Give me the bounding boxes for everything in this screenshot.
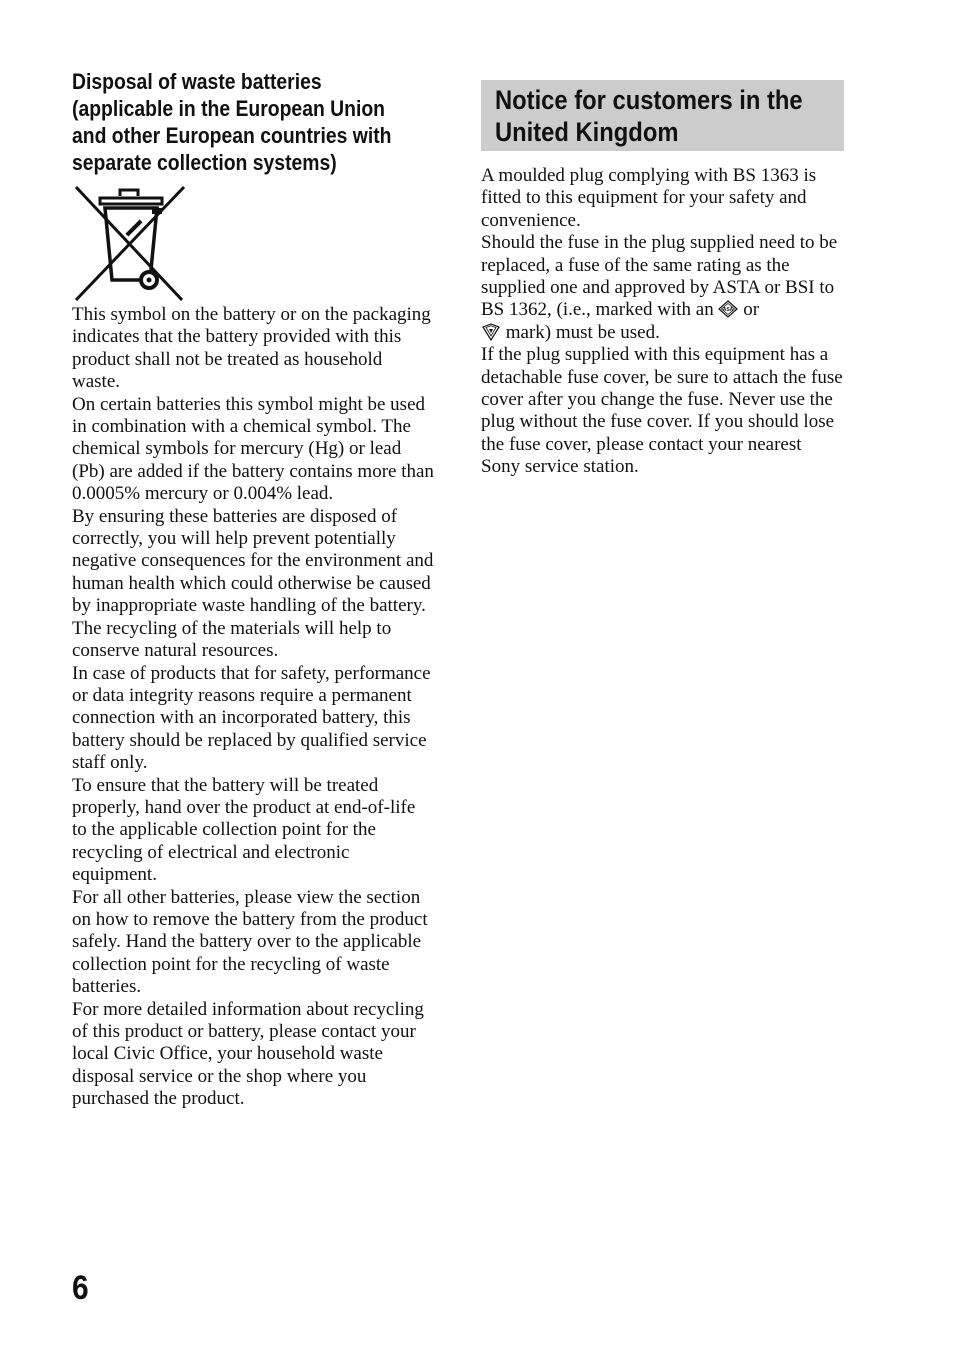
asta-mark-text: ASA [723,307,734,314]
bsi-kitemark-icon [481,323,501,341]
battery-disposal-body [72,304,434,1111]
uk-notice-heading: Notice for customers in the United Kingdom [495,85,803,147]
battery-disposal-heading: Disposal of waste batteries (applicable in the European Union and other European countries with separate collection systems) [72,69,392,175]
paragraph: If the plug supplied with this equipment has a detachable fuse cover, be sure to attach the fuse cover after you change the fuse. Never use the plug without the fuse cover. If you should lose the fuse cover, please contact your nearest Sony service station. [481,344,843,478]
crossed-out-wheeled-bin-icon [72,184,188,302]
battery-disposal-section [72,68,434,1111]
paragraph: On certain batteries this symbol might be used in combination with a chemical symbol. The chemical symbols for mercury (Hg) or lead (Pb) are added if the battery contains more than 0.0005% mercury or 0.004% lead. [72,393,434,505]
uk-notice-body [481,165,845,479]
paragraph: A moulded plug complying with BS 1363 is fitted to this equipment for your safety and convenience. [481,165,817,231]
paragraph: To ensure that the battery will be treated properly, hand over the product at end-of-life to the applicable collection point for the recycling of electrical and electronic equipment. [72,774,416,886]
paragraph: In case of products that for safety, performance or data integrity reasons require a permanent connection with an incorporated battery, this battery should be replaced by qualified service staff only. [72,662,431,774]
paragraph: By ensuring these batteries are disposed of correctly, you will help prevent potentially negative consequences for the environment and human health which could otherwise be caused by inappropriate waste handling of the battery. The recycling of the materials will help to conserve natural resources. [72,505,434,662]
paragraph: For more detailed information about recycling of this product or battery, please contact your local Civic Office, your household waste disposal service or the shop where you purchased the product. [72,998,424,1110]
paragraph: Should the fuse in the plug supplied need to be replaced, a fuse of the same rating as the supplied one and approved by ASTA or BSI to BS 1362, (i.e., marked with an ASA or mark) must be used. [481,232,838,343]
paragraph: For all other batteries, please view the section on how to remove the battery from the product safely. Hand the battery over to the applicable collection point for the recycling of waste batteries. [72,886,428,998]
uk-notice-section [481,80,845,479]
uk-notice-heading-box [481,80,844,151]
asta-diamond-mark-icon [718,300,738,318]
paragraph: This symbol on the battery or on the packaging indicates that the battery provided with this product shall not be treated as household waste. [72,304,431,393]
page-number: 6 [72,1269,89,1307]
